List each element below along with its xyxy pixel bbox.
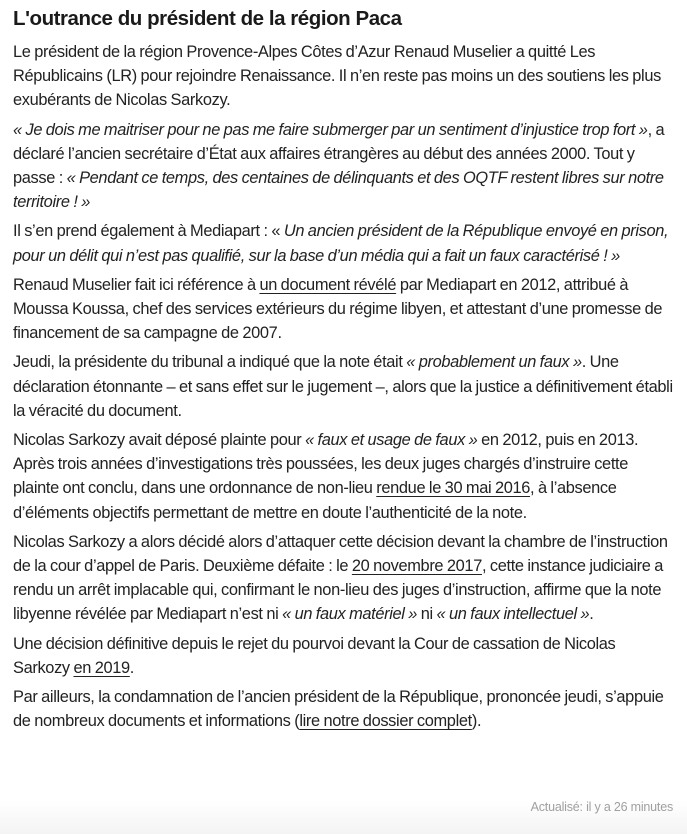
body-text: , cette instance judiciaire a rendu un arrêt implacable qui, confirmant le non-lieu des juges d’instruction, affirme que la note libyenne révélée par Mediapart n’est ni	[13, 557, 663, 624]
quote-text: Un ancien président de la République envoyé en prison, pour un délit qui n’est pas qualifié, sur la base d’un média qui a fait un faux caractérisé ! »	[13, 222, 669, 265]
body-text: .	[129, 658, 134, 677]
updated-timestamp: Actualisé: il y a 26 minutes	[530, 800, 673, 814]
body-text: , à l’absence d’éléments objectifs permettant de mettre en doute l’authenticité de la note.	[13, 479, 617, 522]
quote-text: « Pendant ce temps, des centaines de délinquants et des OQTF restent libres sur notre territoire ! »	[13, 169, 664, 212]
paragraph	[13, 118, 674, 215]
inline-link[interactable]: un document révélé	[259, 275, 397, 294]
quote-text: « un faux matériel »	[282, 605, 418, 624]
inline-link[interactable]: en 2019	[73, 658, 130, 677]
quote-text: « Je dois me maitriser pour ne pas me faire submerger par un sentiment d’injustice trop fort »	[13, 120, 648, 139]
post-footer	[0, 800, 687, 834]
paragraph	[13, 428, 674, 525]
body-text: Le président de la région Provence-Alpes Côtes d’Azur Renaud Muselier a quitté Les Républicains (LR) pour rejoindre Renaissance. Il n’en reste pas moins un des soutiens les plus exubérants de Nicolas Sarkozy.	[13, 43, 661, 110]
quote-text: « faux et usage de faux »	[305, 431, 478, 450]
body-text: Il s’en prend également à Mediapart : «	[13, 222, 284, 241]
body-text: Par ailleurs, la condamnation de l’ancien président de la République, prononcée jeudi, s’appuie de nombreux documents et informations (	[13, 688, 664, 731]
body-text: Renaud Muselier fait ici référence à	[13, 275, 260, 294]
paragraph	[13, 530, 674, 627]
paragraph	[13, 219, 674, 267]
post-title: L'outrance du président de la région Paca	[13, 7, 402, 30]
inline-link[interactable]: 20 novembre 2017	[351, 557, 482, 576]
body-text: . Une déclaration étonnante – et sans effet sur le jugement –, alors que la justice a définitivement établi la véracité du document.	[13, 353, 673, 420]
body-text: ).	[471, 712, 482, 731]
post-body	[13, 40, 674, 733]
paragraph	[13, 273, 674, 346]
quote-text: « un faux intellectuel »	[436, 605, 590, 624]
body-text: en 2012, puis en 2013. Après trois années d’investigations très poussées, les deux juges chargés d’instruire cette plainte ont conclu, dans une ordonnance de non-lieu	[13, 431, 639, 498]
body-text: Nicolas Sarkozy a alors décidé alors d’attaquer cette décision devant la chambre de l’instruction de la cour d’appel de Paris. Deuxième défaite : le	[13, 532, 668, 576]
inline-link[interactable]: rendue le 30 mai 2016	[376, 479, 531, 498]
body-text: Jeudi, la présidente du tribunal a indiqué que la note était	[13, 353, 407, 372]
body-text: Nicolas Sarkozy avait déposé plainte pour	[13, 431, 306, 450]
body-text: Une décision définitive depuis le rejet du pourvoi devant la Cour de cassation de Nicolas Sarkozy	[13, 634, 616, 677]
inline-link[interactable]: lire notre dossier complet	[299, 712, 472, 731]
paragraph	[13, 350, 674, 423]
paragraph	[13, 40, 674, 113]
paragraph	[13, 685, 674, 733]
paragraph	[13, 632, 674, 680]
quote-text: « probablement un faux »	[406, 353, 582, 372]
body-text: ni	[417, 605, 437, 624]
body-text: , a déclaré l’ancien secrétaire d’État aux affaires étrangères au début des années 2000. Tout y passe :	[13, 120, 665, 188]
body-text: par Mediapart en 2012, attribué à Moussa Koussa, chef des services extérieurs du régime libyen, et attestant d’une promesse de financement de sa campagne de 2007.	[13, 275, 663, 343]
body-text: .	[589, 605, 594, 624]
